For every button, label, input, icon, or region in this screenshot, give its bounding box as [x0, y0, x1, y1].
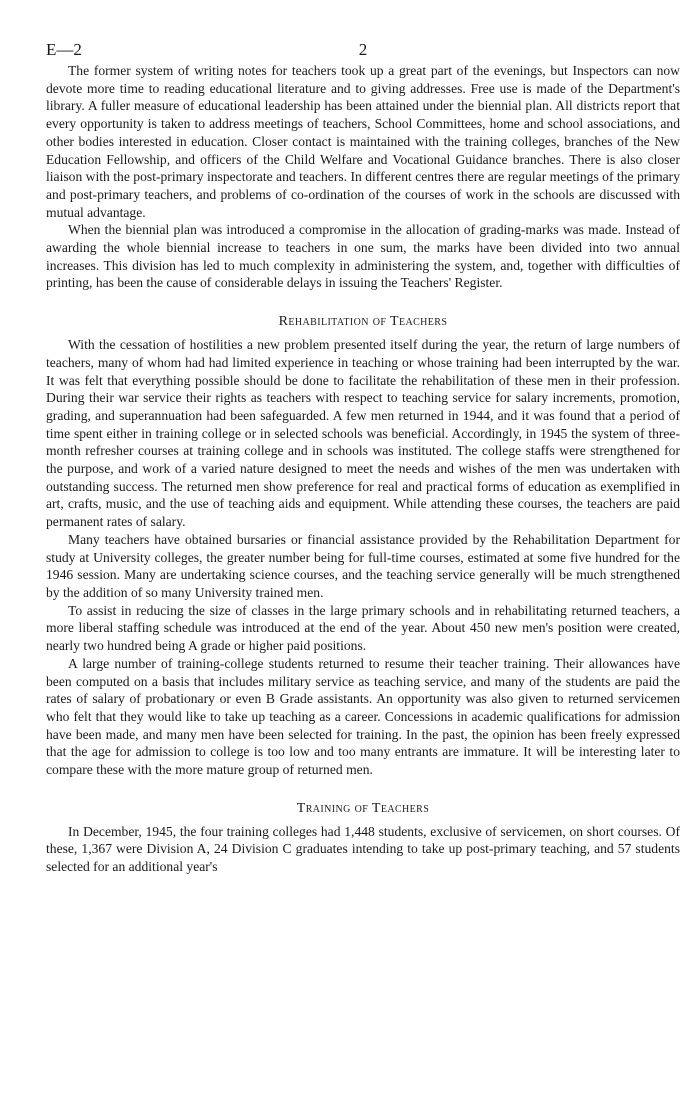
paragraph: The former system of writing notes for teachers took up a great part of the evenings, but Inspectors can now devote more time to reading educational literature and to giving addresses. Free use is made of the Department's library. A fuller measure of educational leadership has been attained under the biennial plan. All districts report that every opportunity is taken to address meetings of teachers, School Committees, home and school associations, and other bodies interested in education. Closer contact is maintained with the training colleges, branches of the New Education Fellowship, and officers of the Child Welfare and Vocational Guidance branches. There is also closer liaison with the post-primary inspectorate and teachers. In different centres there are regular meetings of the primary and post-primary teachers, and problems of co-ordination of the courses of work in the schools are discussed with mutual advantage.	[46, 63, 680, 220]
rehabilitation-section	[46, 336, 680, 779]
page-header	[46, 0, 680, 62]
training-section	[46, 823, 680, 876]
section-heading-rehabilitation: Rehabilitation of Teachers	[278, 314, 448, 330]
page-number: 2	[358, 40, 368, 59]
paragraph: Many teachers have obtained bursaries or financial assistance provided by the Rehabilitation Department for study at University colleges, the greater number being for full-time courses, estimated at some five hundred for the 1946 session. Many are undertaking science courses, and the teaching service generally will be much strengthened by the addition of so many University trained men.	[46, 531, 680, 600]
section-heading-training: Training of Teachers	[296, 800, 430, 816]
paragraph: A large number of training-college students returned to resume their teacher training. Their allowances have been computed on a basis that includes military service as teaching service, and many of the students are paid the rates of salary of probationary or even B Grade assistants. An opportunity was also given to returned servicemen who felt that they would like to take up teaching as a career. Concessions in academic qualifications for admission have been made, and many men have been selected for training. In the past, the opinion has been freely expressed that the age for admission to college is too low and too many entrants are immature. It will be interesting later to compare these with the more mature group of returned men.	[46, 655, 680, 778]
paragraph: To assist in reducing the size of classes in the large primary schools and in rehabilitating returned teachers, a more liberal staffing schedule was introduced at the end of the year. About 450 new men's position were created, nearly two hundred being A grade or higher paid positions.	[46, 602, 680, 654]
paragraph: With the cessation of hostilities a new problem presented itself during the year, the return of large numbers of teachers, many of whom had had limited experience in teaching or whose training had been interrupted by the war. It was felt that everything possible should be done to facilitate the rehabilitation of these men in their profession. During their war service their rights as teachers with respect to teaching service for salary increments, promotion, grading, and superannuation had been safeguarded. A few men returned in 1944, and it was found that a period of time spent either in training college or in selected schools was beneficial. Accordingly, in 1945 the system of three-month refresher courses at training college and in schools was instituted. The college staffs were strengthened for the purpose, and work of a varied nature designed to meet the needs and wishes of the men was undertaken with outstanding success. The returned men show preference for real and practical forms of education as exemplified in art, crafts, music, and the use of teaching aids and equipment. While attending these courses, the teachers are paid permanent rates of salary.	[46, 337, 680, 530]
paragraph: In December, 1945, the four training colleges had 1,448 students, exclusive of servicemen, on short courses. Of these, 1,367 were Division A, 24 Division C graduates intending to take up post-primary teaching, and 57 students selected for an additional year's	[46, 823, 680, 875]
intro-section	[46, 62, 680, 292]
page-reference: E—2	[46, 40, 82, 59]
paragraph: When the biennial plan was introduced a compromise in the allocation of grading-marks was made. Instead of awarding the whole biennial increase to teachers in one sum, the marks have been divided into two annual increases. This division has led to much complexity in administering the system, and, together with difficulties of printing, has been the cause of considerable delays in issuing the Teachers' Register.	[46, 222, 680, 291]
